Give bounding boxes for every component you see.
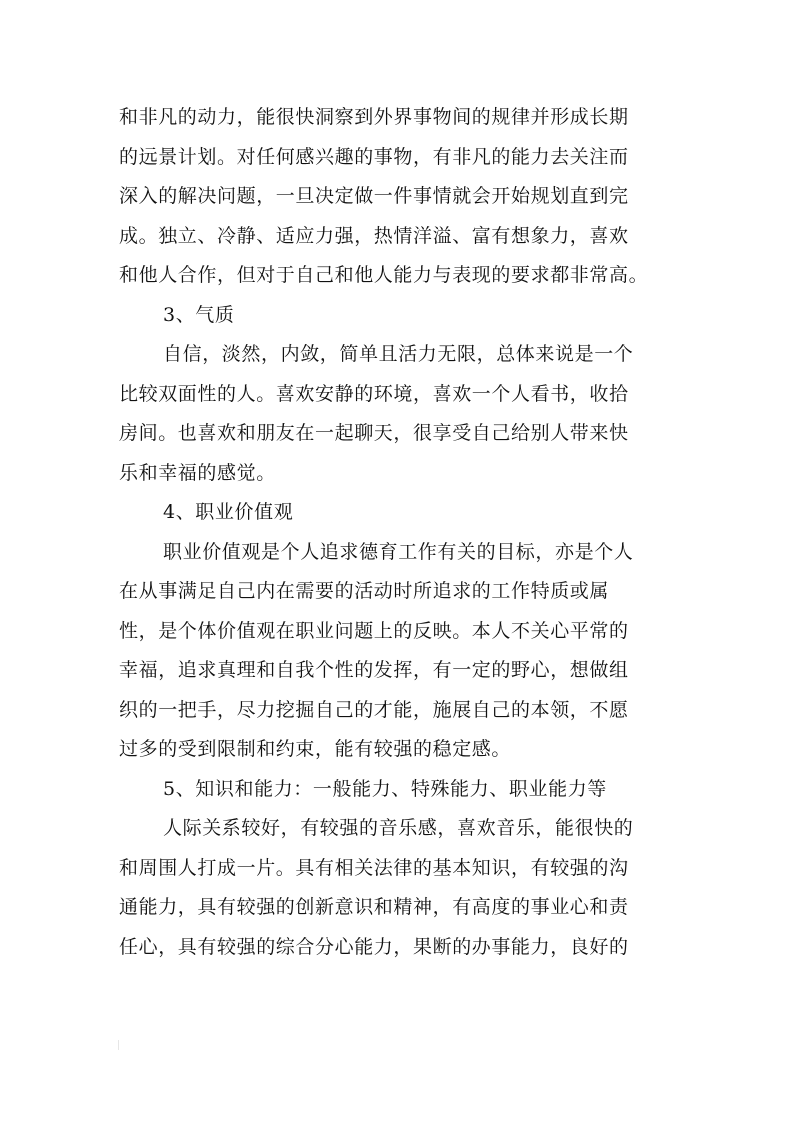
paragraph-first-line: 自信，淡然，内敛，简单且活力无限，总体来说是一个 [163,343,634,365]
text-line: 和周围人打成一片。具有相关法律的基本知识，有较强的沟 [119,856,629,879]
text-line: 织的一把手，尽力挖掘自己的才能，施展自己的本领，不愿 [119,698,629,721]
document-body [119,98,679,967]
paragraph-first-line: 职业价值观是个人追求德育工作有关的目标，亦是个人 [163,540,634,563]
text-line: 的远景计划。对任何感兴趣的事物，有非凡的能力去关注而 [119,145,629,168]
text-line: 比较双面性的人。喜欢安静的环境，喜欢一个人看书，收拾 [119,382,629,405]
paragraph-first-line: 人际关系较好，有较强的音乐感，喜欢音乐，能很快的 [163,817,634,839]
text-line: 和非凡的动力，能很快洞察到外界事物间的规律并形成长期 [119,106,629,128]
text-line: 和他人合作，但对于自己和他人能力与表现的要求都非常高。 [119,264,649,286]
text-line: 任心，具有较强的综合分心能力，果断的办事能力，良好的 [119,935,629,958]
text-line: 乐和幸福的感觉。 [119,461,276,484]
section-heading-knowledge-ability: 5、知识和能力：一般能力、特殊能力、职业能力等 [163,777,607,800]
section-heading-temperament: 3、气质 [163,303,235,326]
text-line: 幸福，追求真理和自我个性的发挥，有一定的野心，想做组 [119,659,629,681]
section-heading-career-values: 4、职业价值观 [163,501,294,523]
text-line: 深入的解决问题，一旦决定做一件事情就会开始规划直到完 [119,185,629,207]
text-line: 在从事满足自己内在需要的活动时所追求的工作特质或属 [119,580,610,602]
text-line: 过多的受到限制和约束，能有较强的稳定感。 [119,738,512,760]
text-line: 房间。也喜欢和朋友在一起聊天，很享受自己给别人带来快 [119,422,629,444]
page-margin-mark [118,1040,119,1050]
text-line: 成。独立、冷静、适应力强，热情洋溢、富有想象力，喜欢 [119,224,629,247]
text-line: 通能力，具有较强的创新意识和精神，有高度的事业心和责 [119,896,629,918]
text-line: 性，是个体价值观在职业问题上的反映。本人不关心平常的 [119,619,629,642]
